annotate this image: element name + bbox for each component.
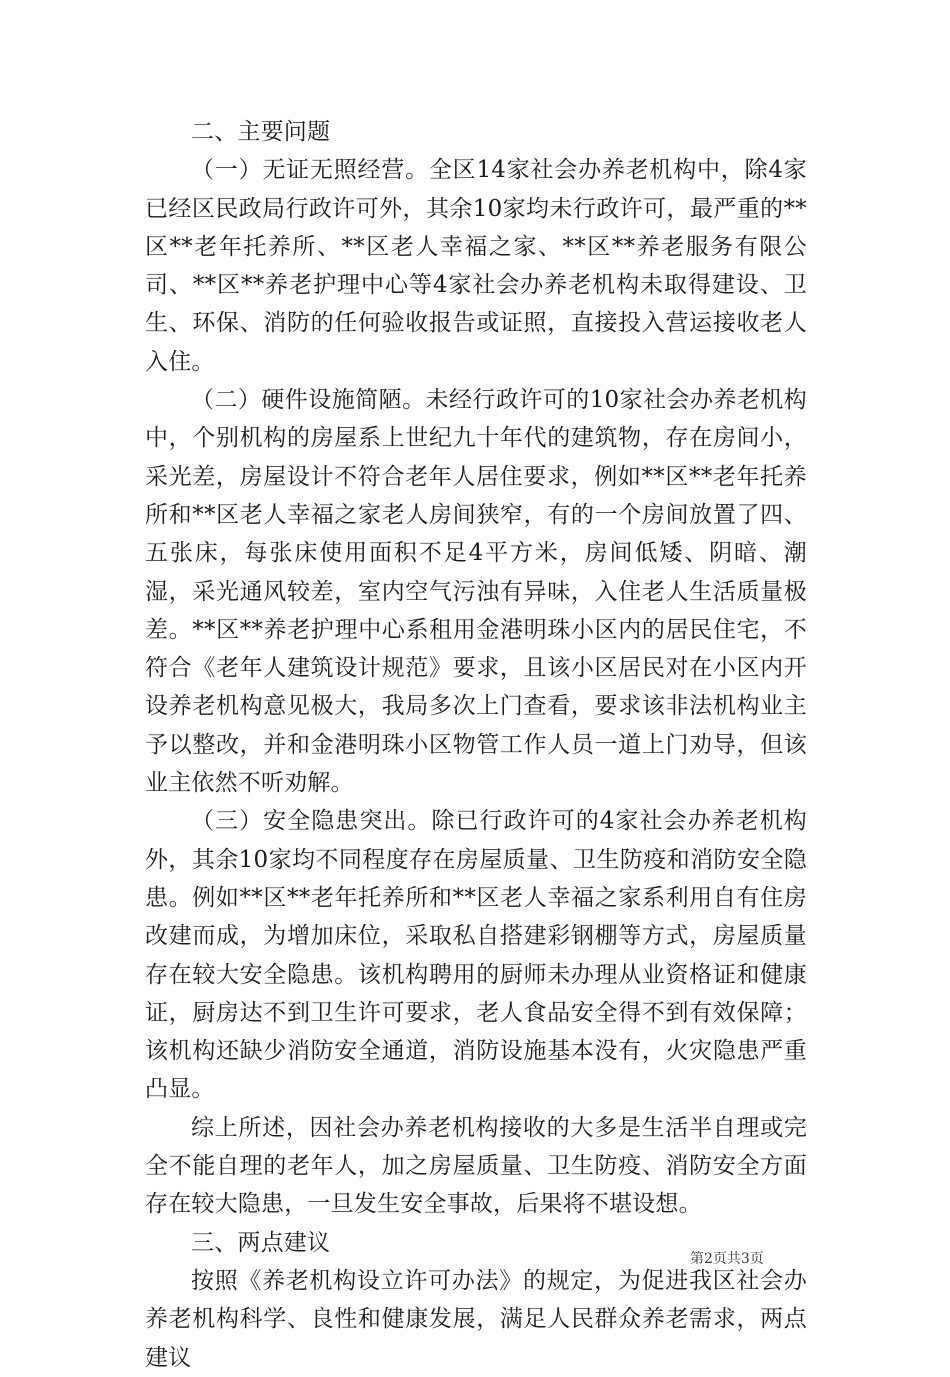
paragraph-unlicensed-operation: （一）无证无照经营。全区14家社会办养老机构中，除4家已经区民政局行政许可外，其余10家均未行政许可，最严重的**区**老年托养所、**区老人幸福之家、**区**养老服务有限公司、**区**养老护理中心等4家社会办养老机构未取得建设、卫生、环保、消防的任何验收报告或证照，直接投入营运接收老人入住。 — [145, 157, 807, 375]
section-heading-suggestions: 三、两点建议 — [191, 1229, 331, 1256]
paragraph-safety-hazards: （三）安全隐患突出。除已行政许可的4家社会办养老机构外，其余10家均不同程度存在房屋质量、卫生防疫和消防安全隐患。例如**区**老年托养所和**区老人幸福之家系利用自有住房改建而成，为增加床位，采取私自搭建彩钢棚等方式，房屋质量存在较大安全隐患。该机构聘用的厨师未办理从业资格证和健康证，厨房达不到卫生许可要求，老人食品安全得不到有效保障；该机构还缺少消防安全通道，消防设施基本没有，火灾隐患严重凸显。 — [145, 808, 807, 1103]
section-heading-issues: 二、主要问题 — [191, 119, 331, 145]
paragraph-suggestions-intro: 按照《养老机构设立许可办法》的规定，为促进我区社会办养老机构科学、良性和健康发展，满足人民群众养老需求，两点建议 — [145, 1267, 807, 1371]
page-number-footer: 第2页共3页 — [690, 1251, 764, 1267]
document-body — [145, 113, 807, 1377]
paragraph-summary: 综上所述，因社会办养老机构接收的大多是生活半自理或完全不能自理的老年人，加之房屋质量、卫生防疫、消防安全方面存在较大隐患，一旦发生安全事故，后果将不堪设想。 — [145, 1114, 807, 1218]
paragraph-poor-facilities: （二）硬件设施简陋。未经行政许可的10家社会办养老机构中，个别机构的房屋系上世纪九十年代的建筑物，存在房间小，采光差，房屋设计不符合老年人居住要求，例如**区**老年托养所和**区老人幸福之家老人房间狭窄，有的一个房间放置了四、五张床，每张床使用面积不足4平方米，房间低矮、阴暗、潮湿，采光通风较差，室内空气污浊有异味，入住老人生活质量极差。**区**养老护理中心系租用金港明珠小区内的居民住宅，不符合《老年人建筑设计规范》要求，且该小区居民对在小区内开设养老机构意见极大，我局多次上门查看，要求该非法机构业主予以整改，并和金港明珠小区物管工作人员一道上门劝导，但该业主依然不听劝解。 — [145, 387, 807, 797]
